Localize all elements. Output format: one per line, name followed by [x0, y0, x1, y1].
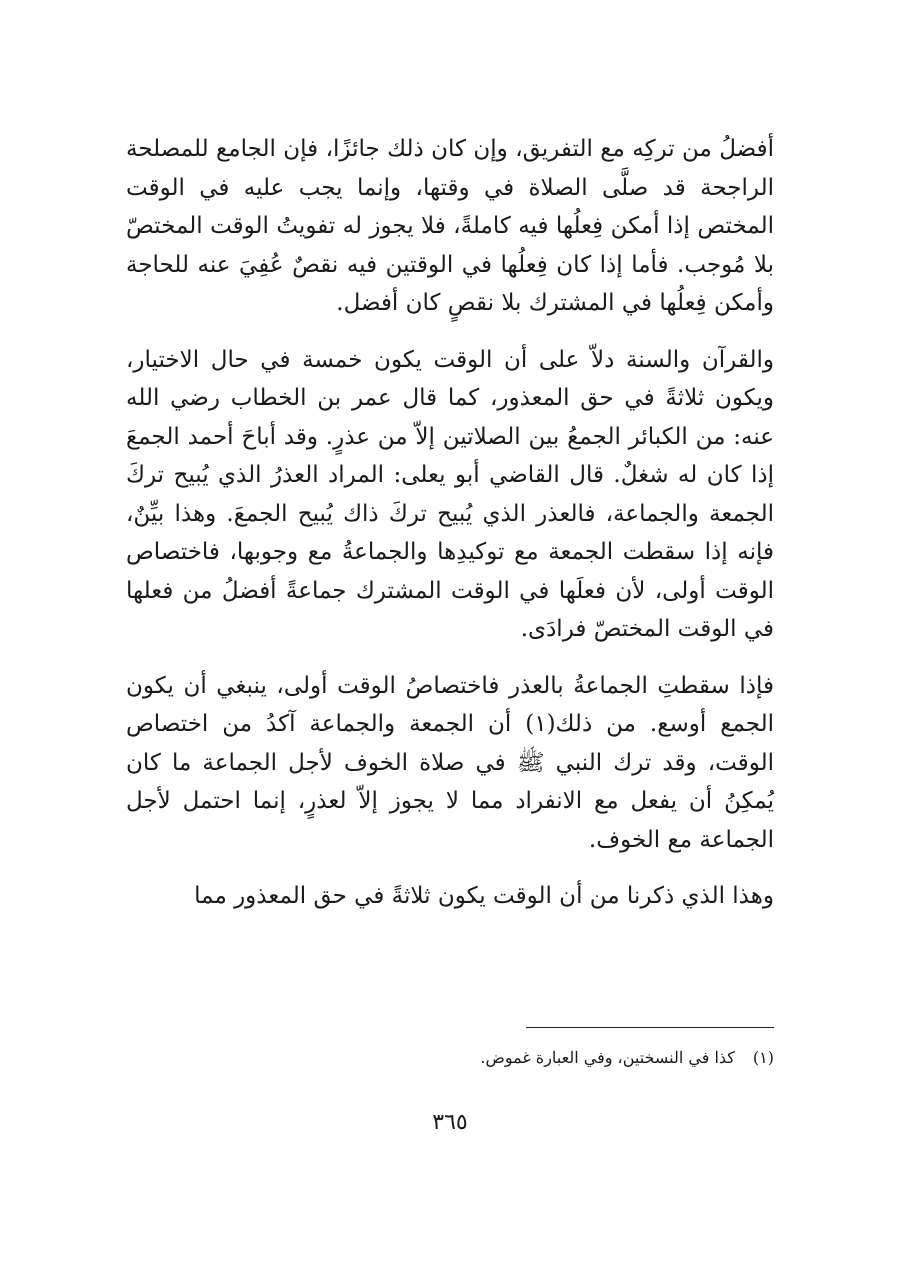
paragraph-1: أفضلُ من تركِه مع التفريق، وإن كان ذلك جائزًا، فإن الجامع للمصلحة الراجحة قد صلَّى الصلاة في وقتها، وإنما يجب عليه في الوقت المختص إذا أمكن فِعلُها فيه كاملةً، فلا يجوز له تفويتُ الوقت المختصّ بلا مُوجب. فأما إذا كان فِعلُها في الوقتين فيه نقصٌ عُفِيَ عنه للحاجة وأمكن فِعلُها في المشترك بلا نقصٍ كان أفضل.: [126, 136, 774, 316]
footnote: [126, 1046, 774, 1070]
paragraph-2: والقرآن والسنة دلاّ على أن الوقت يكون خمسة في حال الاختيار، ويكون ثلاثةً في حق المعذور، كما قال عمر بن الخطاب رضي الله عنه: من الكبائر الجمعُ بين الصلاتين إلاّ من عذرٍ. وقد أباحَ أحمد الجمعَ إذا كان له شغلٌ. قال القاضي أبو يعلى: المراد العذرُ الذي يُبيح تركَ الجمعة والجماعة، فالعذر الذي يُبيح تركَ ذاك يُبيح الجمعَ. وهذا بيِّنٌ، فإنه إذا سقطت الجمعة مع توكيدِها والجماعةُ مع وجوبها، فاختصاص الوقت أولى، لأن فعلَها في الوقت المشترك جماعةً أفضلُ من فعلها في الوقت المختصّ فرادَى.: [126, 346, 774, 642]
paragraph-3: فإذا سقطتِ الجماعةُ بالعذر فاختصاصُ الوقت أولى، ينبغي أن يكون الجمع أوسع. من ذلك(١) أن الجمعة والجماعة آكدُ من اختصاص الوقت، وقد ترك النبي ﷺ في صلاة الخوف لأجل الجماعة ما كان يُمكِنُ أن يفعل مع الانفراد مما لا يجوز إلاّ لعذرٍ، إنما احتمل لأجل الجماعة مع الخوف.: [126, 672, 774, 853]
page-body: [126, 130, 774, 916]
paragraph-4: وهذا الذي ذكرنا من أن الوقت يكون ثلاثةً في حق المعذور مما: [194, 883, 774, 909]
footnote-divider: [526, 1027, 774, 1028]
page-number: ٣٦٥: [432, 1110, 468, 1135]
footnote-marker: (١): [752, 1048, 774, 1067]
footnote-text: كذا في النسختين، وفي العبارة غموض.: [480, 1048, 735, 1067]
